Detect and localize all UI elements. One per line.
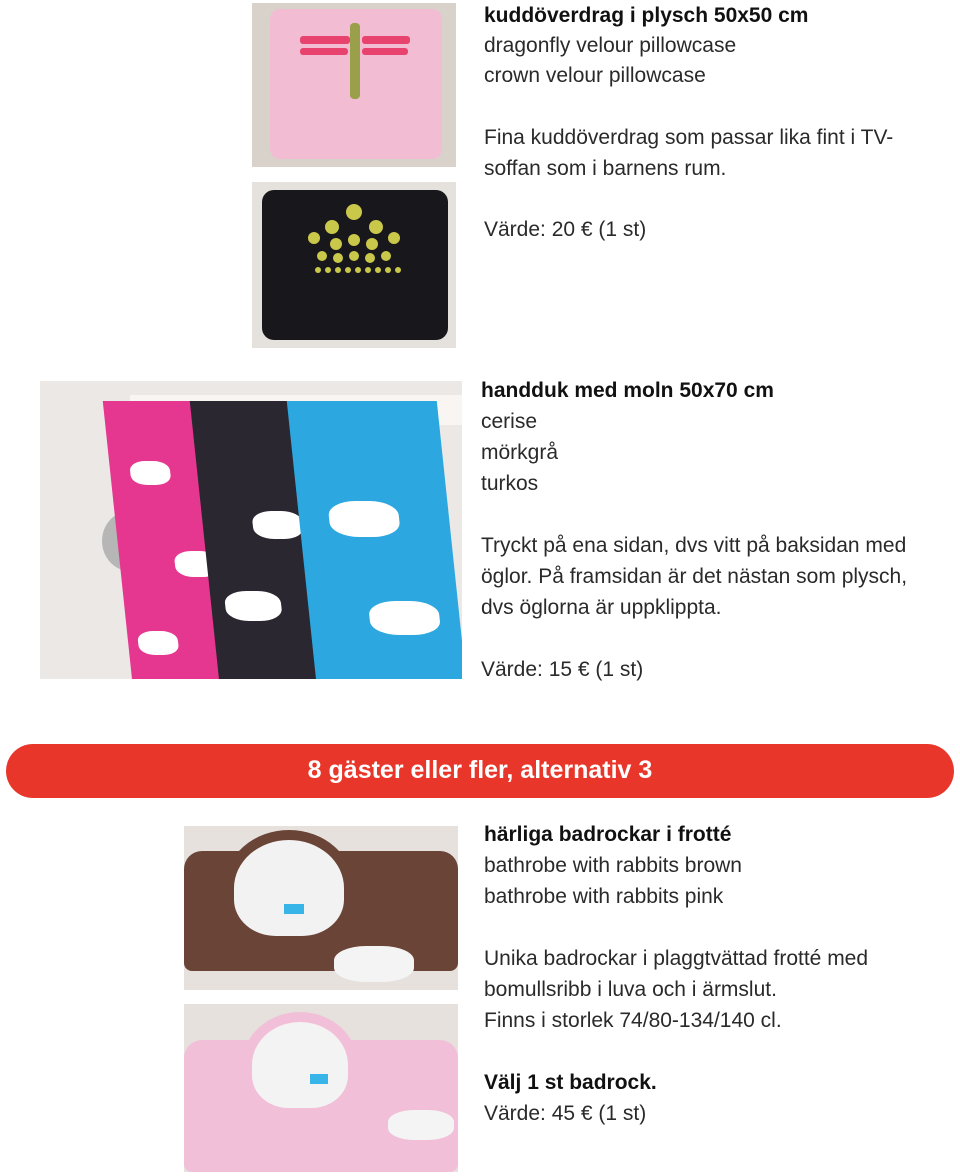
- product-description-line: soffan som i barnens rum.: [484, 157, 727, 180]
- variant-item: turkos: [481, 472, 539, 495]
- variant-item: crown velour pillowcase: [484, 64, 706, 87]
- variant-item: bathrobe with rabbits pink: [484, 885, 724, 908]
- dragonfly-print: [252, 3, 456, 167]
- section-banner: [6, 744, 954, 798]
- product-value: Värde: 15 € (1 st): [481, 658, 644, 681]
- variant-item: cerise: [481, 410, 538, 433]
- pink-bathrobe-image: [184, 1004, 458, 1172]
- product-description-line: Fina kuddöverdrag som passar lika fint i TV-: [484, 126, 894, 149]
- variant-item: dragonfly velour pillowcase: [484, 34, 737, 57]
- product-description-line: dvs öglorna är uppklippta.: [481, 596, 722, 619]
- product-choice-note: Välj 1 st badrock.: [484, 1071, 657, 1094]
- product-title: handduk med moln 50x70 cm: [481, 379, 774, 402]
- product-title: kuddöverdrag i plysch 50x50 cm: [484, 4, 809, 27]
- variant-item: mörkgrå: [481, 441, 559, 464]
- product-value: Värde: 20 € (1 st): [484, 218, 647, 241]
- product-description-line: Tryckt på ena sidan, dvs vitt på baksidan med: [481, 534, 907, 557]
- product-description-line: Unika badrockar i plaggtvättad frotté med: [484, 947, 869, 970]
- dragonfly-pillow-image: [252, 3, 456, 167]
- product-title: härliga badrockar i frotté: [484, 823, 732, 846]
- brown-bathrobe-image: [184, 826, 458, 990]
- product-description-line: Finns i storlek 74/80-134/140 cl.: [484, 1009, 782, 1032]
- product-description-line: bomullsribb i luva och i ärmslut.: [484, 978, 777, 1001]
- variant-item: bathrobe with rabbits brown: [484, 854, 742, 877]
- crown-pillow-image: [252, 182, 456, 348]
- cloud-towels-image: [40, 381, 462, 679]
- product-value: Värde: 45 € (1 st): [484, 1102, 647, 1125]
- crown-print: [252, 182, 456, 348]
- product-description-line: öglor. På framsidan är det nästan som plysch,: [481, 565, 908, 588]
- section-banner-title: 8 gäster eller fler, alternativ 3: [307, 756, 653, 784]
